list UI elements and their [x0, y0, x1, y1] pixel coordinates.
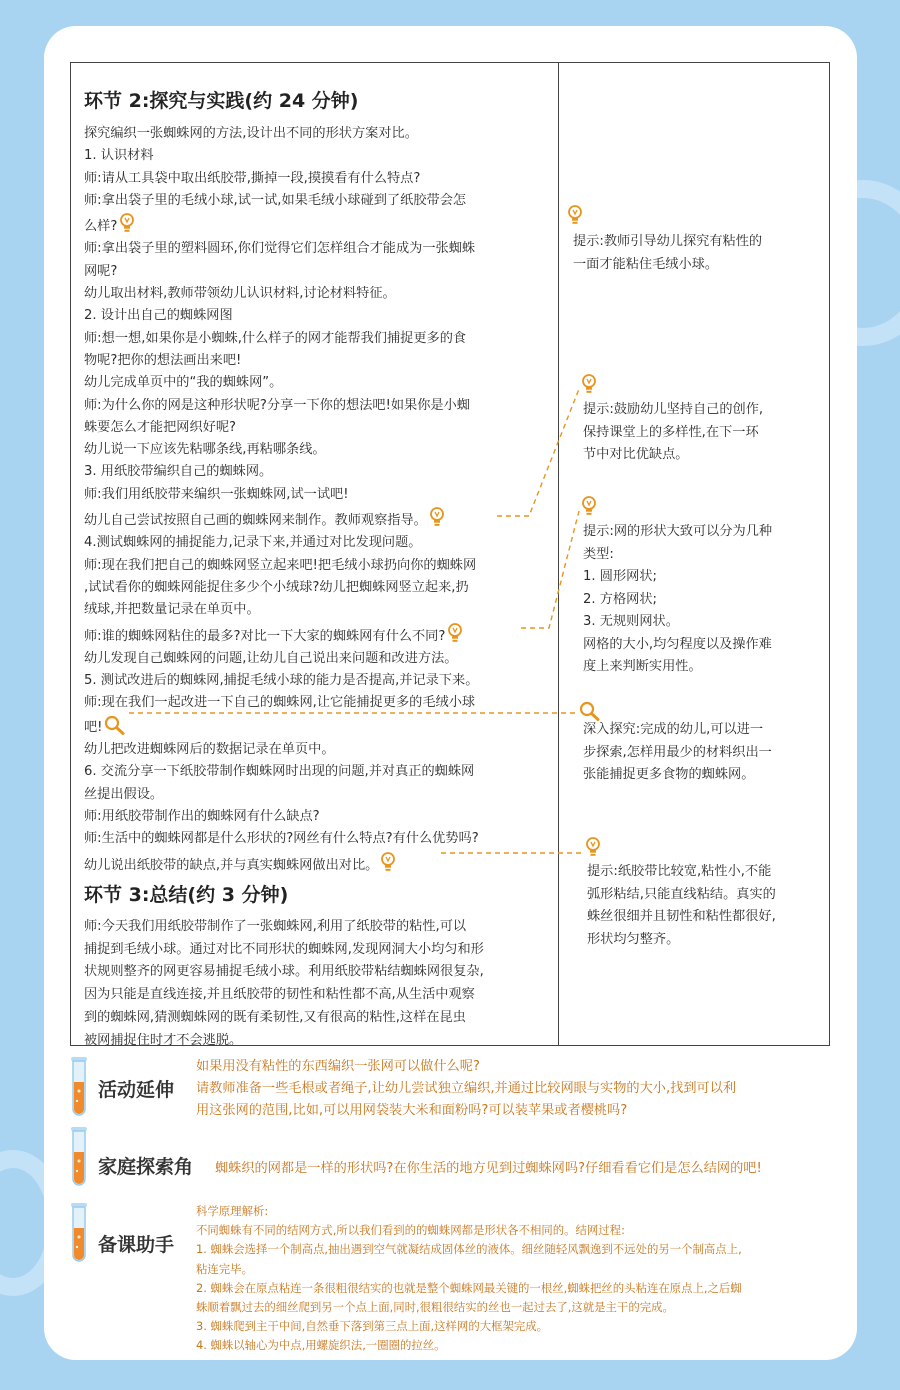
tip-note: 提示:鼓励幼儿坚持自己的创作, 保持课堂上的多样性,在下一环 节中对比优缺点。	[583, 402, 764, 462]
test-tube-icon	[70, 1056, 88, 1118]
text-line: 2. 蜘蛛会在原点粘连一条很粗很结实的也就是整个蜘蛛网最关键的一根丝,蜘蛛把丝的头粘连在原点上,之后蜘	[196, 1280, 742, 1295]
text-line: 蛛顺着飘过去的细丝爬到另一个点上面,同时,很粗很结实的丝也一起过去了,这就是主干的完成。	[196, 1300, 674, 1315]
text-line: 1. 认识材料	[84, 148, 154, 164]
text-line: 粘连完毕。	[196, 1261, 253, 1276]
text-line: 请教师准备一些毛根或者绳子,让幼儿尝试独立编织,并通过比较网眼与实物的大小,找到可以利	[196, 1081, 737, 1096]
extension-title: 活动延伸	[98, 1079, 175, 1101]
family-corner-section	[70, 1126, 857, 1196]
text-line: 师:现在我们把自己的蜘蛛网竖立起来吧!把毛绒小球扔向你的蜘蛛网	[84, 557, 477, 573]
text-line: 4.测试蜘蛛网的捕捉能力,记录下来,并通过对比发现问题。	[84, 535, 422, 551]
text-line: 师:想一想,如果你是小蜘蛛,什么样子的网才能帮我们捕捉更多的食	[84, 330, 467, 346]
text-line: 么样?	[84, 212, 552, 238]
text-line: 3. 用纸胶带编织自己的蜘蛛网。	[84, 464, 273, 480]
text-line: 探究编织一张蜘蛛网的方法,设计出不同的形状方案对比。	[84, 126, 418, 141]
section-3-title: 环节 3:总结(约 3 分钟)	[84, 883, 289, 906]
text-line: 幼儿把改进蜘蛛网后的数据记录在单页中。	[84, 742, 335, 758]
text-line: 师:我们用纸胶带来编织一张蜘蛛网,试一试吧!	[84, 486, 349, 502]
family-body	[215, 1158, 762, 1180]
explore-note: 深入探究:完成的幼儿,可以进一 步探索,怎样用最少的材料织出一 张能捕捉更多食物的蜘蛛网。	[583, 722, 772, 782]
text-line: 如果用没有粘性的东西编织一张网可以做什么呢?	[196, 1059, 480, 1074]
text-line: 绒球,并把数量记录在单页中。	[84, 602, 260, 618]
text-line: 幼儿自己尝试按照自己画的蜘蛛网来制作。教师观察指导。	[84, 506, 552, 532]
text-line: 蜘蛛织的网都是一样的形状吗?在你生活的地方见到过蜘蛛网吗?仔细看看它们是怎么结网的吧!	[215, 1161, 762, 1176]
text-line: 师:为什么你的网是这种形状呢?分享一下你的想法吧!如果你是小蜘	[84, 397, 470, 413]
text-line: 师:现在我们一起改进一下自己的蜘蛛网,让它能捕捉更多的毛绒小球	[84, 695, 476, 711]
text-line: 师:拿出袋子里的毛绒小球,试一试,如果毛绒小球碰到了纸胶带会怎	[84, 192, 467, 208]
tip-note: 提示:网的形状大致可以分为几种 类型: 1. 圆形网状; 2. 方格网状; 3. 无规则网状。 网格的大小,均匀程度以及操作难 度上来判断实用性。	[583, 524, 773, 674]
text-line: 师:今天我们用纸胶带制作了一张蜘蛛网,利用了纸胶带的粘性,可以	[84, 918, 467, 934]
text-line: 物呢?把你的想法画出来吧!	[84, 352, 242, 368]
text-line: 5. 测试改进后的蜘蛛网,捕捉毛绒小球的能力是否提高,并记录下来。	[84, 673, 479, 689]
text-line: 因为只能是直线连接,并且纸胶带的韧性和粘性都不高,从生活中观察	[84, 987, 475, 1003]
text-line: 幼儿完成单页中的“我的蜘蛛网”。	[84, 375, 283, 391]
text-line: 吧!	[84, 715, 552, 739]
prep-assistant-section	[70, 1202, 857, 1360]
test-tube-icon	[70, 1202, 88, 1264]
text-line: 幼儿发现自己蜘蛛网的问题,让幼儿自己说出来问题和改进方法。	[84, 650, 458, 666]
tip-note: 提示:教师引导幼儿探究有粘性的 一面才能粘住毛绒小球。	[573, 234, 763, 272]
text-line: 师:生活中的蜘蛛网都是什么形状的?网丝有什么特点?有什么优势吗?	[84, 831, 479, 847]
text-line: 被网捕捉住时才不会逃脱。	[84, 1032, 243, 1048]
lesson-table	[70, 62, 830, 1046]
text-line: 6. 交流分享一下纸胶带制作蜘蛛网时出现的问题,并对真正的蜘蛛网	[84, 764, 475, 780]
text-line: 蛛要怎么才能把网织好呢?	[84, 419, 237, 435]
extension-body	[196, 1056, 736, 1122]
assistant-body	[196, 1202, 742, 1356]
text-line: 网呢?	[84, 263, 118, 279]
test-tube-icon	[70, 1126, 88, 1188]
text-line: 状规则整齐的网更容易捕捉毛绒小球。利用纸胶带粘结蜘蛛网很复杂,	[84, 964, 484, 980]
text-line: 捕捉到毛绒小球。通过对比不同形状的蜘蛛网,发现网洞大小均匀和形	[84, 941, 484, 957]
text-line: 科学原理解析:	[196, 1204, 269, 1218]
text-line: 幼儿说出纸胶带的缺点,并与真实蜘蛛网做出对比。	[84, 851, 552, 877]
lesson-card	[44, 26, 857, 1360]
assistant-title: 备课助手	[98, 1234, 175, 1256]
text-line: 4. 蜘蛛以轴心为中点,用螺旋织法,一圈圈的拉丝。	[196, 1338, 446, 1353]
text-line: 幼儿说一下应该先粘哪条线,再粘哪条线。	[84, 442, 326, 458]
text-line: 幼儿取出材料,教师带领幼儿认识材料,讨论材料特征。	[84, 286, 396, 302]
text-line: 3. 蜘蛛爬到主干中间,自然垂下落到第三点上面,这样网的大框架完成。	[196, 1319, 549, 1334]
text-line: 师:请从工具袋中取出纸胶带,撕掉一段,摸摸看有什么特点?	[84, 170, 421, 186]
text-line: ,试试看你的蜘蛛网能捉住多少个小绒球?幼儿把蜘蛛网竖立起来,扔	[84, 579, 469, 595]
section-2-title: 环节 2:探究与实践(约 24 分钟)	[84, 90, 359, 112]
tip-note: 提示:纸胶带比较宽,粘性小,不能 弧形粘结,只能直线粘结。真实的 蛛丝很细并且韧性和粘性都很好, 形状均匀整齐。	[587, 864, 776, 947]
text-line: 用这张网的范围,比如,可以用网袋装大米和面粉吗?可以装苹果或者樱桃吗?	[196, 1103, 628, 1118]
connector-lines	[71, 63, 829, 1045]
text-line: 2. 设计出自己的蜘蛛网图	[84, 308, 233, 324]
text-line: 师:用纸胶带制作出的蜘蛛网有什么缺点?	[84, 808, 320, 824]
text-line: 1. 蜘蛛会选择一个制高点,抽出遇到空气就凝结成固体丝的液体。细丝随轻风飘逸到不远处的另一个制高点上,	[196, 1242, 742, 1257]
family-title: 家庭探索角	[98, 1156, 194, 1178]
text-line: 到的蜘蛛网,猜测蜘蛛网的既有柔韧性,又有很高的粘性,这样在昆虫	[84, 1009, 466, 1025]
text-line: 师:拿出袋子里的塑料圆环,你们觉得它们怎样组合才能成为一张蜘蛛	[84, 241, 476, 257]
activity-extension-section	[70, 1056, 857, 1126]
text-line: 不同蜘蛛有不同的结网方式,所以我们看到的的蜘蛛网都是形状各不相同的。结网过程:	[196, 1223, 625, 1238]
text-line: 丝提出假设。	[84, 786, 164, 802]
text-line: 师:谁的蜘蛛网粘住的最多?对比一下大家的蜘蛛网有什么不同?	[84, 622, 552, 648]
